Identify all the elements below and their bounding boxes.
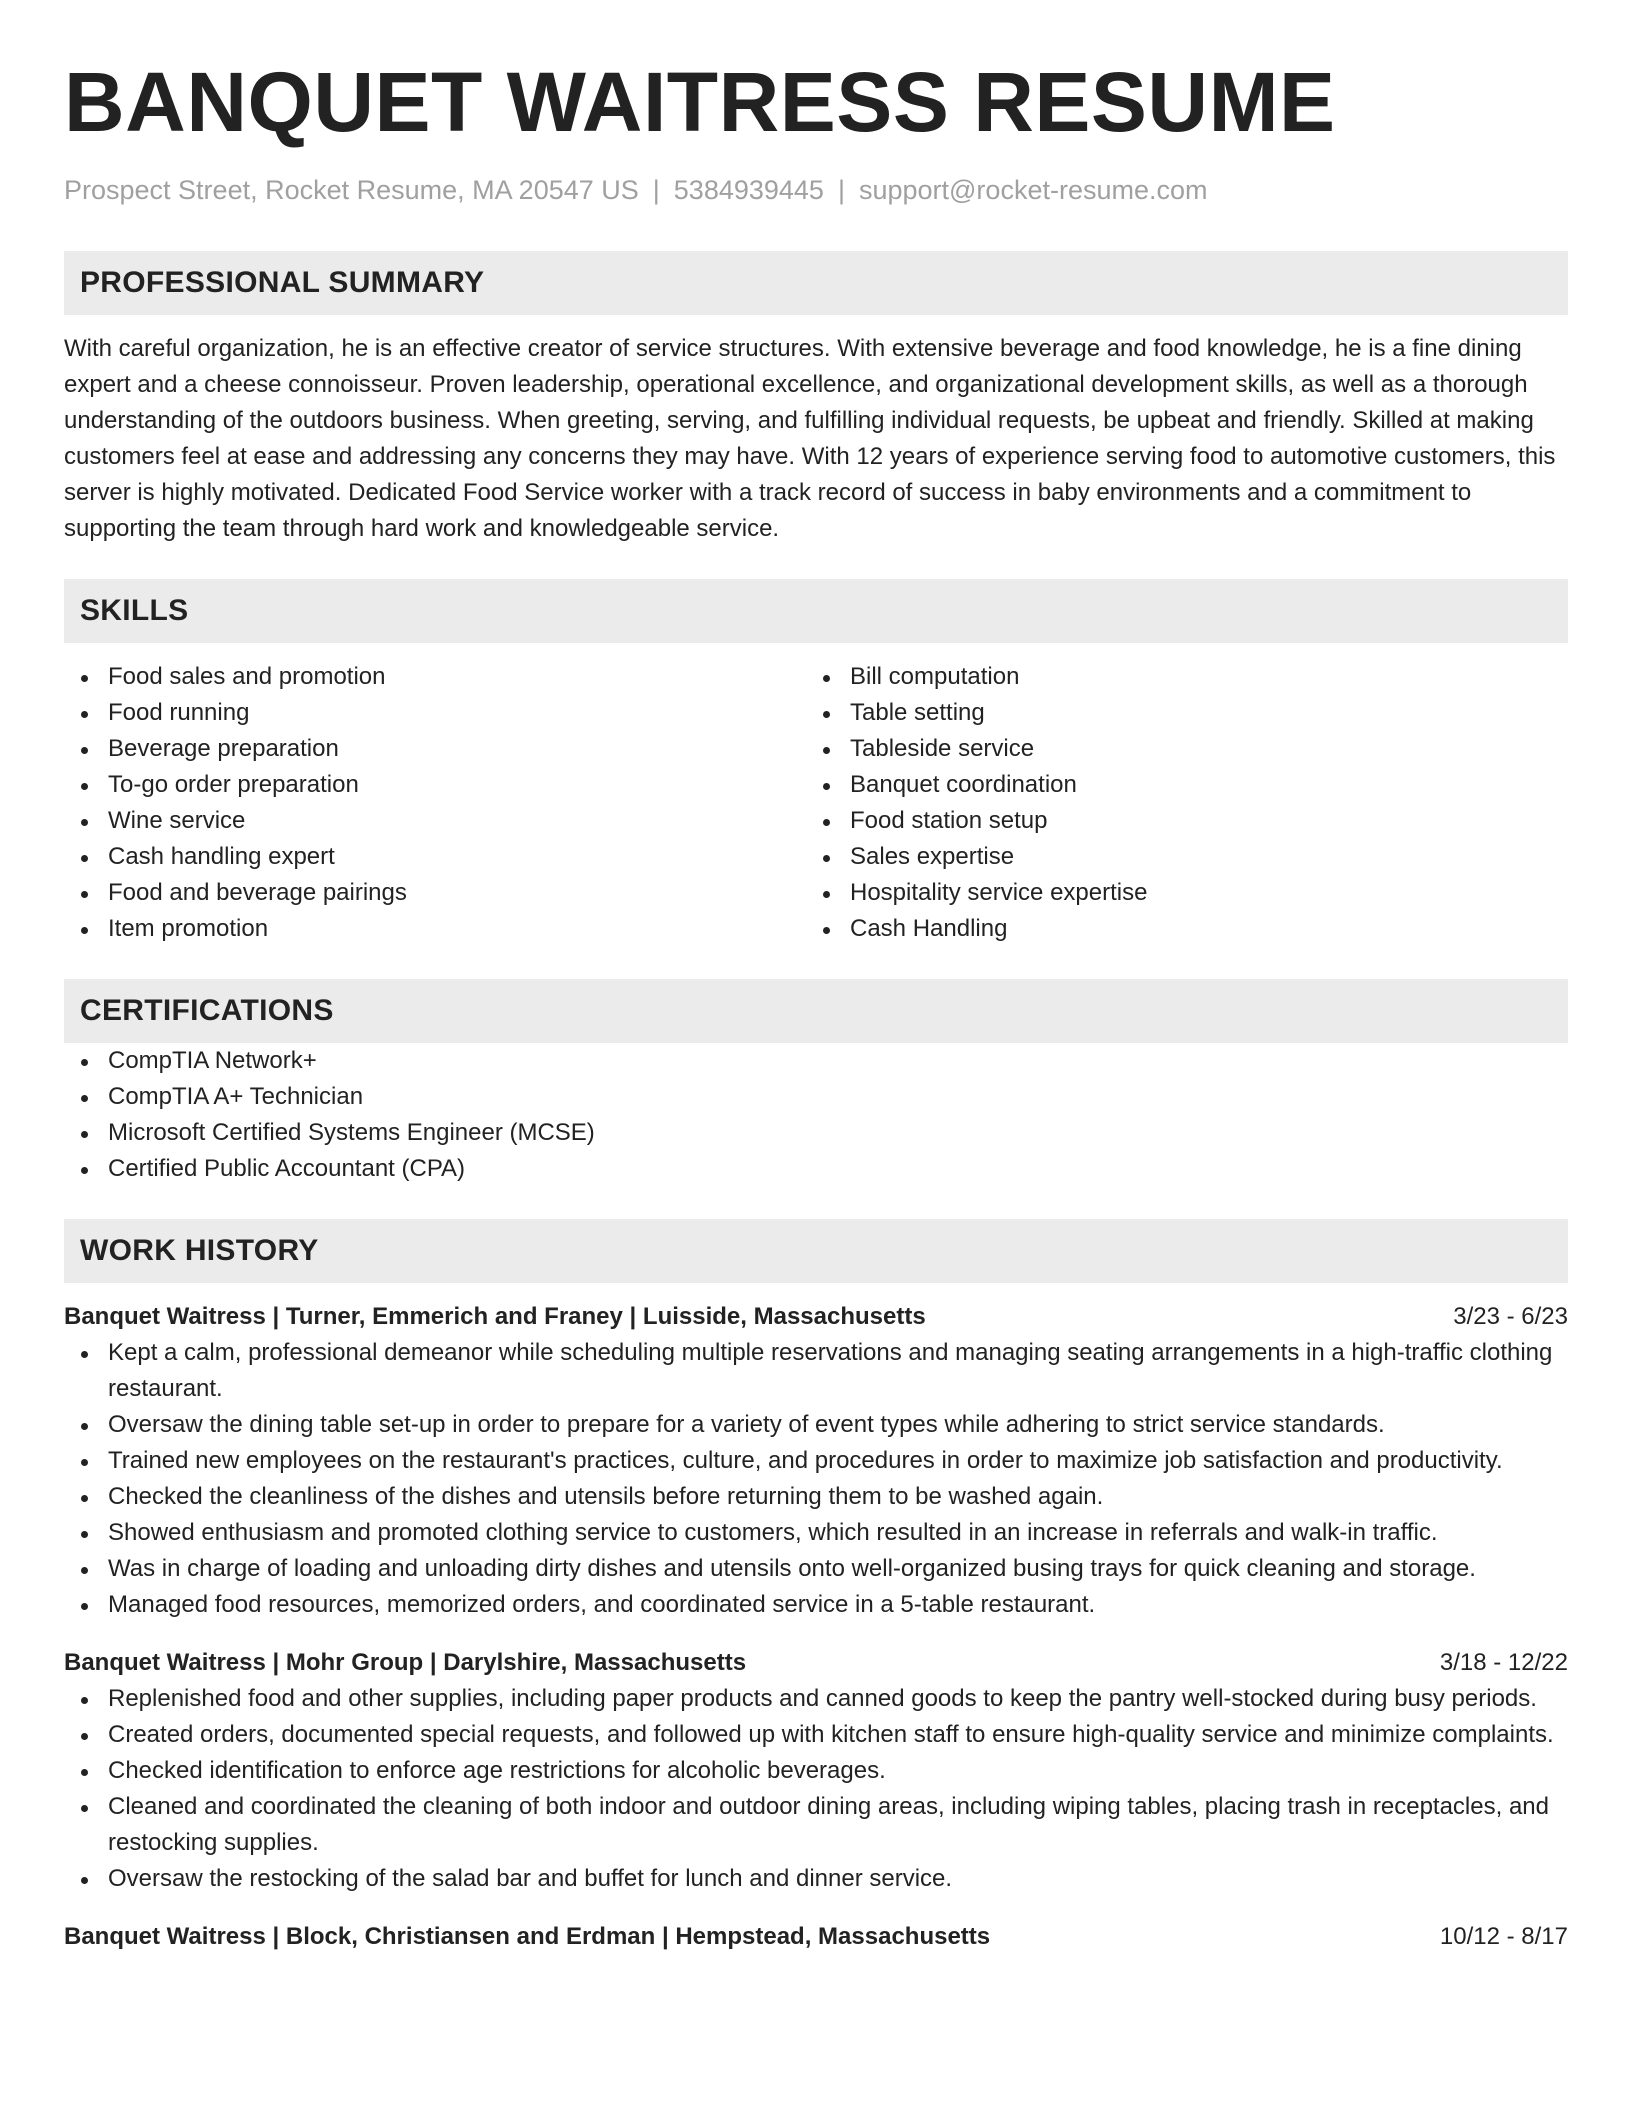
job-duty: Oversaw the restocking of the salad bar and buffet for lunch and dinner service. <box>64 1861 1568 1897</box>
skill-item: Table setting <box>806 695 1548 731</box>
job-duty: Checked identification to enforce age restrictions for alcoholic beverages. <box>64 1753 1568 1789</box>
job-duty: Oversaw the dining table set-up in order to prepare for a variety of event types while adhering to strict service standards. <box>64 1407 1568 1443</box>
skill-item: Banquet coordination <box>806 767 1548 803</box>
contact-line <box>64 172 1568 208</box>
skill-item: Tableside service <box>806 731 1548 767</box>
contact-separator: | <box>837 175 845 205</box>
skill-item: Bill computation <box>806 659 1548 695</box>
section-heading-summary: PROFESSIONAL SUMMARY <box>64 251 1568 315</box>
contact-email: support@rocket-resume.com <box>858 175 1208 205</box>
job-duty: Created orders, documented special requests, and followed up with kitchen staff to ensure high-quality service and minimize complaints. <box>64 1717 1568 1753</box>
skill-item: Sales expertise <box>806 839 1548 875</box>
job-duty: Showed enthusiasm and promoted clothing service to customers, which resulted in an increase in referrals and walk-in traffic. <box>64 1515 1568 1551</box>
job-header <box>64 1299 1568 1335</box>
skill-item: To-go order preparation <box>64 767 806 803</box>
skills-column-right <box>806 659 1548 947</box>
job-duties-list <box>64 1335 1568 1623</box>
job-duty: Kept a calm, professional demeanor while scheduling multiple reservations and managing seating arrangements in a high-traffic clothing restaurant. <box>64 1335 1568 1407</box>
job-title: Banquet Waitress | Turner, Emmerich and Franey | Luisside, Massachusetts <box>64 1303 926 1330</box>
skills-list-left <box>64 659 806 947</box>
skill-item: Food running <box>64 695 806 731</box>
job-header <box>64 1919 1568 1955</box>
skill-item: Cash Handling <box>806 911 1548 947</box>
job-dates: 10/12 - 8/17 <box>1439 1923 1568 1950</box>
job-duty: Checked the cleanliness of the dishes and utensils before returning them to be washed again. <box>64 1479 1568 1515</box>
section-heading-certifications: CERTIFICATIONS <box>64 979 1568 1043</box>
skill-item: Cash handling expert <box>64 839 806 875</box>
skill-item: Hospitality service expertise <box>806 875 1548 911</box>
summary-text: With careful organization, he is an effective creator of service structures. With extensive beverage and food knowledge, he is a fine dining expert and a cheese connoisseur. Proven leadership, operational excellence, and organizational development skills, as well as a thorough understanding of the outdoors business. When greeting, serving, and fulfilling individual requests, be upbeat and friendly. Skilled at making customers feel at ease and addressing any concerns they may have. With 12 years of experience serving food to automotive customers, this server is highly motivated. Dedicated Food Service worker with a track record of success in baby environments and a commitment to supporting the team through hard work and knowledgeable service. <box>64 335 1556 542</box>
skills-list-right <box>806 659 1548 947</box>
job-title: Banquet Waitress | Mohr Group | Darylshire, Massachusetts <box>64 1649 747 1676</box>
job-duty: Trained new employees on the restaurant's practices, culture, and procedures in order to maximize job satisfaction and productivity. <box>64 1443 1568 1479</box>
contact-separator: | <box>652 175 660 205</box>
skill-item: Food station setup <box>806 803 1548 839</box>
certification-item: Microsoft Certified Systems Engineer (MCSE) <box>64 1115 1568 1151</box>
job-duties-list <box>64 1681 1568 1897</box>
skills-column-left <box>64 659 806 947</box>
job-dates: 3/23 - 6/23 <box>1453 1303 1568 1330</box>
job-header <box>64 1645 1568 1681</box>
resume-title: BANQUET WAITRESS RESUME <box>64 55 1336 149</box>
certification-item: CompTIA A+ Technician <box>64 1079 1568 1115</box>
skill-item: Item promotion <box>64 911 806 947</box>
section-heading-work-history: WORK HISTORY <box>64 1219 1568 1283</box>
skill-item: Beverage preparation <box>64 731 806 767</box>
skill-item: Wine service <box>64 803 806 839</box>
skills-columns <box>64 659 1568 947</box>
job-duty: Was in charge of loading and unloading dirty dishes and utensils onto well-organized busing trays for quick cleaning and storage. <box>64 1551 1568 1587</box>
contact-address: Prospect Street, Rocket Resume, MA 20547 US <box>64 175 639 205</box>
skill-item: Food sales and promotion <box>64 659 806 695</box>
contact-phone: 5384939445 <box>673 175 824 205</box>
job-dates: 3/18 - 12/22 <box>1439 1649 1568 1676</box>
job-duty: Managed food resources, memorized orders, and coordinated service in a 5-table restaurant. <box>64 1587 1568 1623</box>
job-title: Banquet Waitress | Block, Christiansen and Erdman | Hempstead, Massachusetts <box>64 1923 991 1950</box>
job-duty: Cleaned and coordinated the cleaning of both indoor and outdoor dining areas, including wiping tables, placing trash in receptacles, and restocking supplies. <box>64 1789 1568 1861</box>
certification-item: CompTIA Network+ <box>64 1043 1568 1079</box>
certifications-list <box>64 1043 1568 1187</box>
skill-item: Food and beverage pairings <box>64 875 806 911</box>
certification-item: Certified Public Accountant (CPA) <box>64 1151 1568 1187</box>
job-duty: Replenished food and other supplies, including paper products and canned goods to keep the pantry well-stocked during busy periods. <box>64 1681 1568 1717</box>
section-heading-skills: SKILLS <box>64 579 1568 643</box>
